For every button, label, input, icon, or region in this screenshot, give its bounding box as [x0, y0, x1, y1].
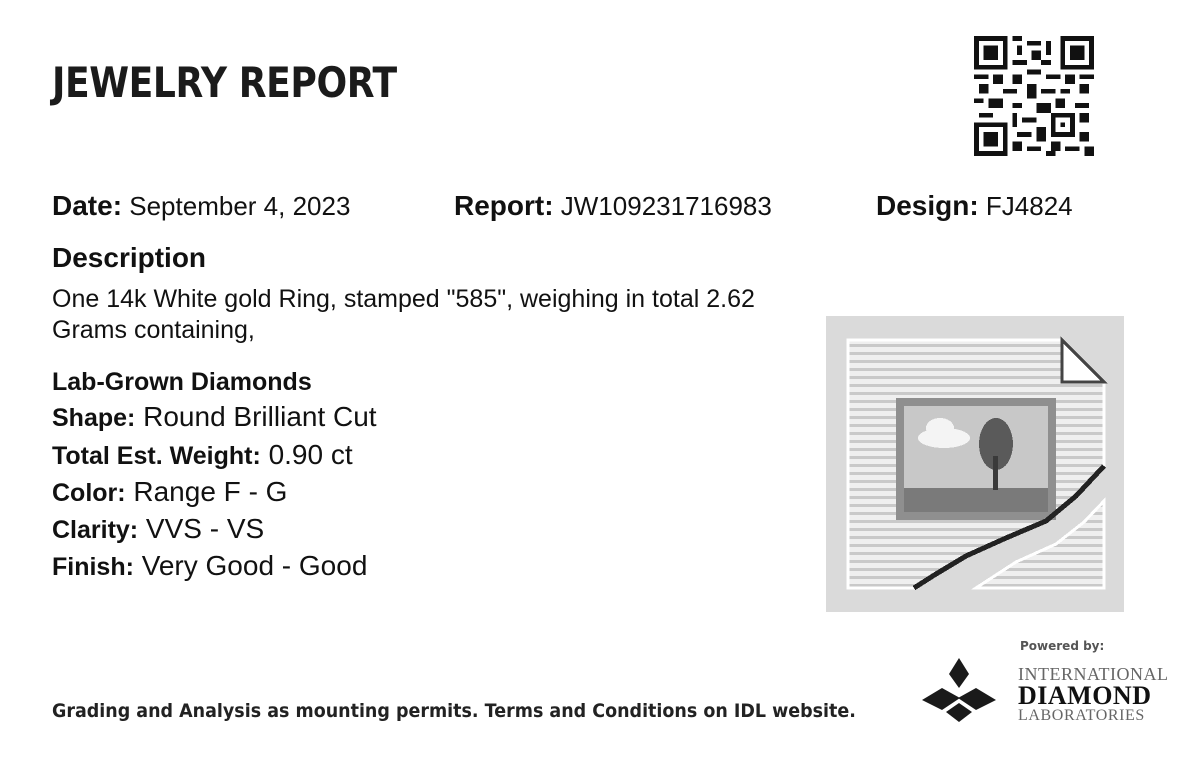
description-heading: Description — [52, 242, 207, 273]
spec-label: Total Est. Weight: — [52, 442, 261, 470]
design-field — [876, 190, 1073, 222]
spec-label: Finish: — [52, 553, 134, 581]
design-value: FJ4824 — [985, 191, 1073, 221]
spec-color — [52, 476, 287, 508]
date-field — [52, 190, 350, 222]
logo-line-international: INTERNATIONAL — [1018, 664, 1169, 684]
disclaimer: Grading and Analysis as mounting permits. Terms and Conditions on IDL website. — [52, 700, 856, 722]
report-field — [454, 190, 772, 222]
powered-by-label: Powered by: — [1020, 639, 1105, 653]
idl-logo-icon — [920, 656, 998, 728]
spec-label: Color: — [52, 479, 126, 507]
spec-value: 0.90 ct — [268, 439, 353, 470]
diamonds-heading: Lab-Grown Diamonds — [52, 368, 312, 396]
spec-value: Range F - G — [133, 476, 288, 507]
report-title: JEWELRY REPORT — [52, 58, 397, 107]
qr-code-icon — [974, 36, 1094, 156]
date-value: September 4, 2023 — [129, 191, 351, 221]
report-label: Report: — [454, 190, 554, 221]
spec-shape — [52, 401, 377, 433]
spec-value: VVS - VS — [145, 513, 265, 544]
spec-label: Clarity: — [52, 516, 139, 544]
spec-value: Very Good - Good — [141, 550, 368, 581]
spec-label: Shape: — [52, 404, 136, 432]
report-number: JW109231716983 — [560, 191, 772, 221]
spec-value: Round Brilliant Cut — [143, 401, 377, 432]
logo-line-diamond: DIAMOND — [1018, 681, 1152, 710]
description-text: One 14k White gold Ring, stamped "585", weighing in total 2.62 Grams containing, — [52, 285, 755, 344]
broken-image-icon — [826, 316, 1124, 612]
date-label: Date: — [52, 190, 123, 221]
design-label: Design: — [876, 190, 979, 221]
spec-weight — [52, 439, 353, 471]
logo-line-laboratories: LABORATORIES — [1018, 707, 1145, 724]
spec-finish — [52, 550, 367, 582]
spec-clarity — [52, 513, 264, 545]
